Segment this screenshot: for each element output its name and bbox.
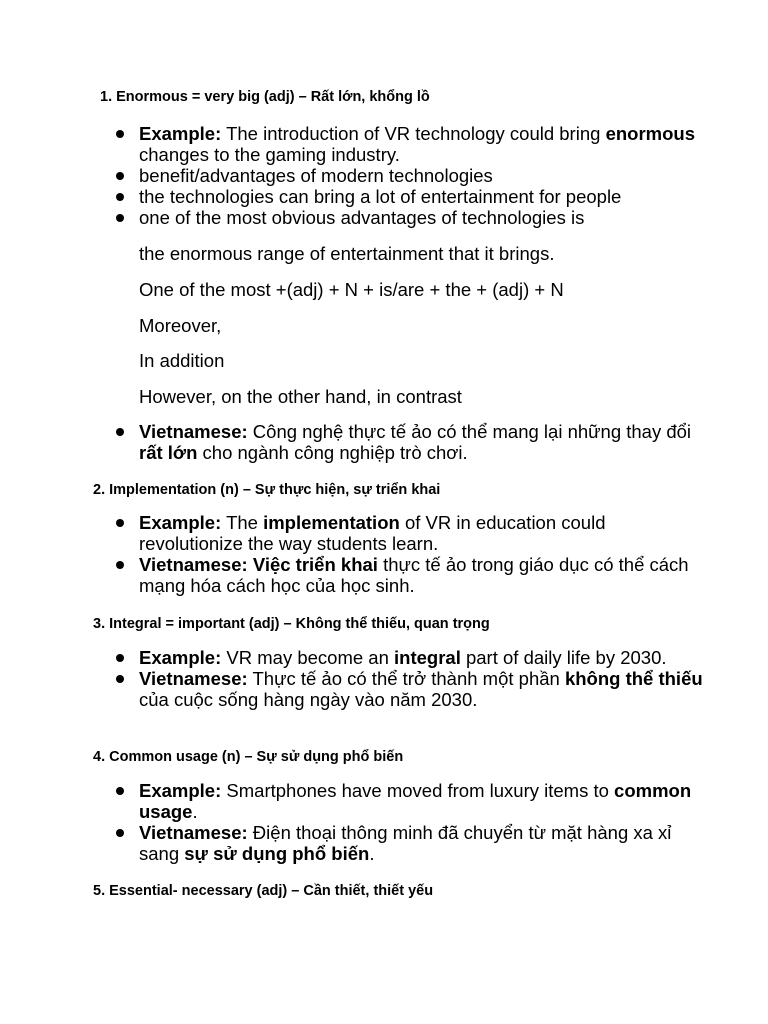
bullet-icon <box>116 519 124 527</box>
paragraph: In addition <box>139 350 225 371</box>
list-item <box>112 512 712 554</box>
section-2-heading: 2. Implementation (n) – Sự thực hiện, sự triển khai <box>93 482 441 498</box>
list-item-text: part of daily life by 2030. <box>460 647 667 668</box>
example-label: Example: <box>139 512 222 533</box>
bullet-icon <box>116 787 124 795</box>
vietnamese-label: Vietnamese: <box>139 554 248 575</box>
list-item-text: thực tế ảo trong giáo dục có thể cách mạng hóa cách học của học sinh. <box>139 554 689 596</box>
section-2-list <box>112 512 712 596</box>
keyword: Việc triển khai <box>252 554 378 575</box>
list-item-text: Công nghệ thực tế ảo có thể mang lại những thay đổi <box>247 421 692 442</box>
list-item <box>112 186 712 207</box>
keyword: implementation <box>263 512 400 533</box>
bullet-icon <box>116 561 124 569</box>
bullet-icon <box>116 130 124 138</box>
paragraph: One of the most +(adj) + N + is/are + the + (adj) + N <box>139 279 564 300</box>
list-item-text: the technologies can bring a lot of entertainment for people <box>139 186 622 207</box>
list-item-text: changes to the gaming industry. <box>139 144 400 165</box>
list-item-text: của cuộc sống hàng ngày vào năm 2030. <box>139 689 478 710</box>
paragraph: However, on the other hand, in contrast <box>139 386 462 407</box>
example-label: Example: <box>139 123 222 144</box>
list-item <box>112 123 712 165</box>
list-item-text: . <box>192 801 198 822</box>
list-item-text: . <box>369 843 375 864</box>
list-item-text: one of the most obvious advantages of technologies is <box>139 207 585 228</box>
paragraph: Moreover, <box>139 315 222 336</box>
list-item-text: The <box>221 512 264 533</box>
list-item <box>112 647 712 668</box>
list-item-text: benefit/advantages of modern technologies <box>139 165 493 186</box>
keyword: enormous <box>605 123 695 144</box>
list-item-text: Thực tế ảo có thể trở thành một phần <box>247 668 565 689</box>
bullet-icon <box>116 428 124 436</box>
list-item-text: VR may become an <box>221 647 395 668</box>
list-item-text: Smartphones have moved from luxury items to <box>221 780 615 801</box>
section-1-list <box>112 123 712 228</box>
section-4-heading: 4. Common usage (n) – Sự sử dụng phổ biến <box>93 749 404 765</box>
list-item <box>112 822 712 864</box>
bullet-icon <box>116 654 124 662</box>
vietnamese-label: Vietnamese: <box>139 668 248 689</box>
example-label: Example: <box>139 780 222 801</box>
list-item <box>112 421 712 463</box>
bullet-icon <box>116 829 124 837</box>
bullet-icon <box>116 193 124 201</box>
list-item-text: of VR in education could revolutionize the way students learn. <box>139 512 606 554</box>
list-item <box>112 554 712 596</box>
example-label: Example: <box>139 647 222 668</box>
section-3-list <box>112 647 712 710</box>
section-4-list <box>112 780 712 864</box>
keyword: rất lớn <box>139 442 198 463</box>
list-item <box>112 668 712 710</box>
keyword: không thể thiếu <box>564 668 703 689</box>
list-item <box>112 165 712 186</box>
keyword: integral <box>394 647 461 668</box>
vietnamese-label: Vietnamese: <box>139 822 248 843</box>
list-item-text: Điện thoại thông minh đã chuyển từ mặt hàng xa xỉ sang <box>139 822 672 864</box>
section-3-heading: 3. Integral = important (adj) – Không thể thiếu, quan trọng <box>93 616 490 632</box>
list-item-text: The introduction of VR technology could bring <box>221 123 606 144</box>
bullet-icon <box>116 214 124 222</box>
list-item <box>112 780 712 822</box>
bullet-icon <box>116 675 124 683</box>
vietnamese-label: Vietnamese: <box>139 421 248 442</box>
section-1-heading: 1. Enormous = very big (adj) – Rất lớn, khổng lồ <box>100 89 430 105</box>
keyword: common usage <box>139 780 692 822</box>
bullet-icon <box>116 172 124 180</box>
paragraph: the enormous range of entertainment that it brings. <box>139 243 555 264</box>
list-item-text: cho ngành công nghiệp trò chơi. <box>197 442 468 463</box>
list-item <box>112 207 712 228</box>
section-1-vietnamese-list <box>112 421 712 463</box>
keyword: sự sử dụng phổ biến <box>184 843 370 864</box>
section-5-heading: 5. Essential- necessary (adj) – Cần thiết, thiết yếu <box>93 883 434 899</box>
